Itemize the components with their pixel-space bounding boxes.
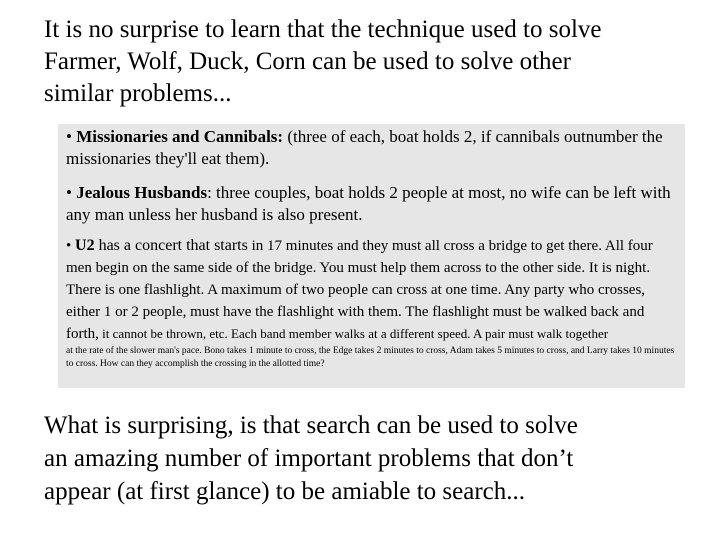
bullet: • xyxy=(66,127,72,146)
bullet: • xyxy=(66,183,72,202)
u2-part-2: it cannot be thrown, etc. Each band member walks at a different speed. A pair must walk together xyxy=(98,326,609,341)
missionaries-text: (three of each, boat holds 2, if cannibals outnumber the missionaries they'll eat them). xyxy=(66,127,663,168)
intro-line-1: It is no surprise to learn that the technique used to solve xyxy=(44,16,602,43)
u2-title: U2 xyxy=(75,237,95,254)
intro-paragraph xyxy=(44,14,704,110)
examples-box xyxy=(58,124,685,388)
outro-paragraph xyxy=(44,409,714,508)
u2-part-1: in 17 minutes and they must all cross a bridge to get there. All four men begin on the same side of the bridge. You must help them across to the other side. It is night. There is one flashlight. A maximum of two people can cross at one time. Any party who crosses, either 1 or 2 people, must have the flashlight with them. The flashlight must be walked back and forth, xyxy=(66,238,653,342)
u2-lead: has a concert that starts xyxy=(94,237,248,254)
jealous-title: Jealous Husbands xyxy=(76,183,208,202)
intro-line-2: Farmer, Wolf, Duck, Corn can be used to solve other xyxy=(44,48,571,75)
jealous-text: : three couples, boat holds 2 people at most, no wife can be left with any man unless her husband is also present. xyxy=(66,183,671,224)
outro-line-3: appear (at first glance) to be amiable to search... xyxy=(44,478,526,505)
outro-line-1: What is surprising, is that search can be used to solve xyxy=(44,412,578,439)
outro-line-2: an amazing number of important problems that don’t xyxy=(44,445,574,472)
u2-item xyxy=(66,235,677,371)
missionaries-item xyxy=(66,126,677,170)
u2-part-3: at the rate of the slower man's pace. Bono takes 1 minute to cross, the Edge takes 2 minutes to cross, Adam takes 5 minutes to cross, and Larry takes 10 minutes to cross. How can they accomplish the crossing in the allotted time? xyxy=(66,346,675,369)
intro-line-3: similar problems... xyxy=(44,80,232,107)
missionaries-title: Missionaries and Cannibals: xyxy=(76,127,284,146)
bullet: • xyxy=(66,238,72,254)
jealous-husbands-item xyxy=(66,182,677,226)
